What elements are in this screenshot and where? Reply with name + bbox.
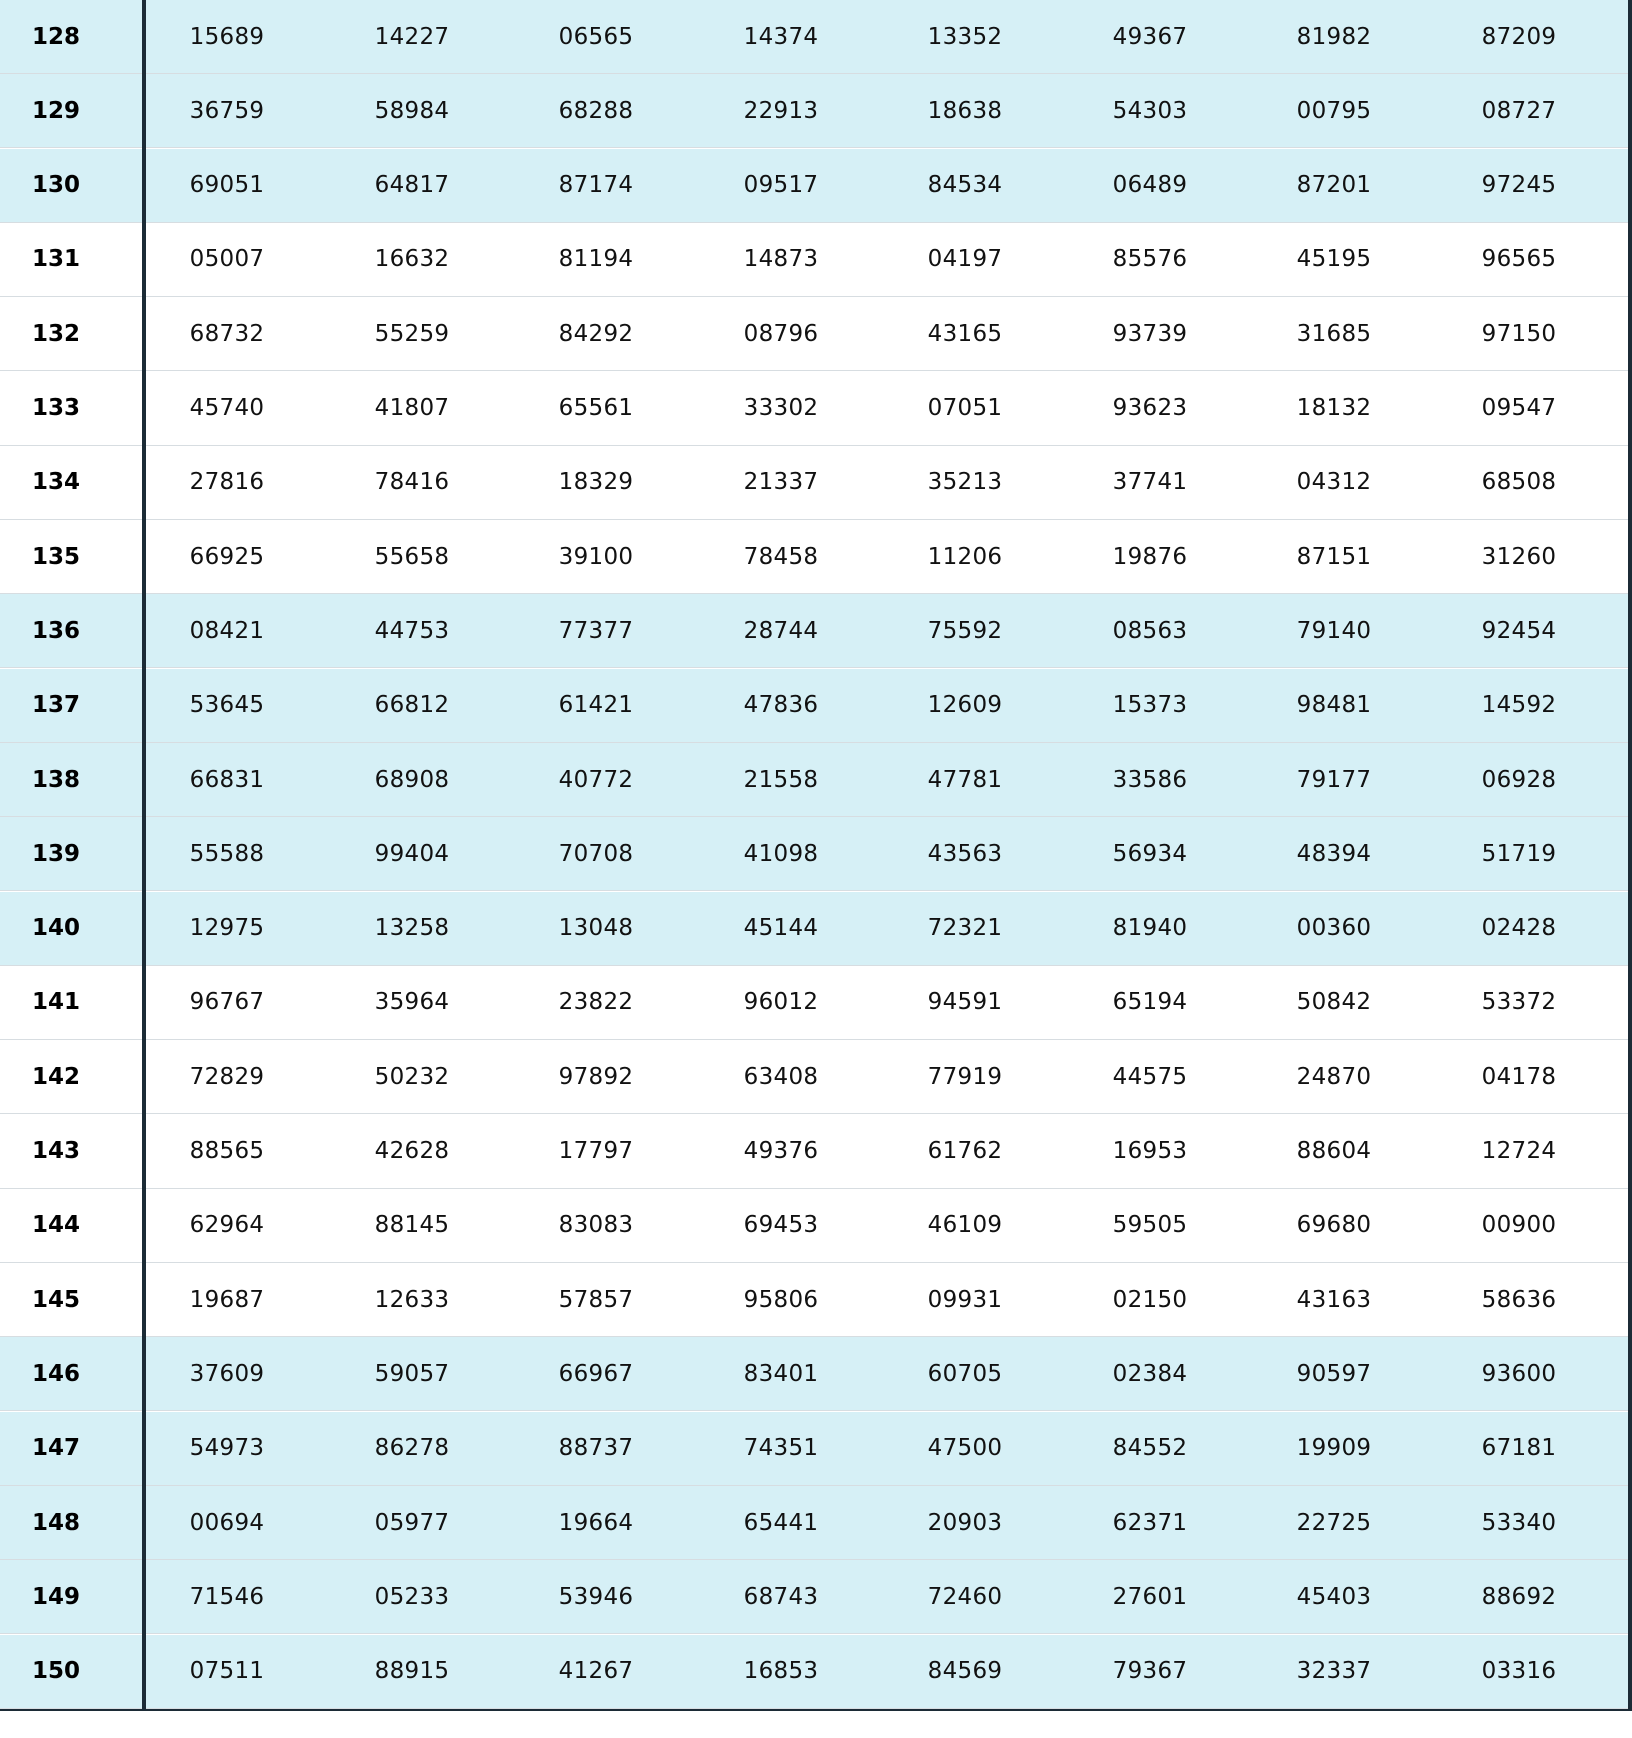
row-cells [142, 1486, 1628, 1559]
table-cell: 43163 [1296, 1286, 1372, 1313]
row-number: 134 [31, 469, 80, 496]
table-cell: 13048 [558, 915, 634, 942]
table-cell: 87209 [1481, 23, 1557, 50]
table-row [0, 372, 1628, 446]
row-cells [142, 1189, 1628, 1262]
table-cell: 02150 [1112, 1286, 1188, 1313]
table-cell: 87201 [1296, 172, 1372, 199]
table-cell: 88145 [374, 1212, 450, 1239]
table-cell: 48394 [1296, 840, 1372, 867]
table-cell: 55588 [189, 840, 265, 867]
table-row [0, 446, 1628, 520]
row-cells [142, 1040, 1628, 1113]
table-cell: 00694 [189, 1509, 265, 1536]
table-cell: 44575 [1112, 1063, 1188, 1090]
table-cell: 37741 [1112, 469, 1188, 496]
table-cell: 09517 [743, 172, 819, 199]
table-cell: 24870 [1296, 1063, 1372, 1090]
table-row [0, 594, 1628, 668]
row-number: 132 [31, 320, 80, 347]
table-cell: 83401 [743, 1360, 819, 1387]
table-cell: 09547 [1481, 395, 1557, 421]
table-cell: 03316 [1481, 1658, 1557, 1685]
row-cells [142, 1560, 1628, 1633]
row-cells [142, 372, 1628, 445]
table-cell: 97150 [1481, 320, 1557, 347]
row-cells [142, 743, 1628, 816]
table-cell: 53946 [558, 1583, 634, 1610]
table-row [0, 1560, 1628, 1634]
table-cell: 66925 [189, 543, 265, 570]
table-cell: 97892 [558, 1063, 634, 1090]
table-cell: 45195 [1296, 246, 1372, 273]
table-cell: 53340 [1481, 1509, 1557, 1536]
table-cell: 06928 [1481, 766, 1557, 793]
table-cell: 08727 [1481, 97, 1557, 124]
table-cell: 41807 [374, 395, 450, 421]
table-cell: 84569 [927, 1658, 1003, 1685]
table-cell: 81982 [1296, 23, 1372, 50]
table-cell: 02384 [1112, 1360, 1188, 1387]
row-number: 147 [31, 1435, 80, 1462]
table-cell: 14592 [1481, 692, 1557, 719]
table-row [0, 0, 1628, 74]
table-cell: 53645 [189, 692, 265, 719]
table-cell: 62964 [189, 1212, 265, 1239]
table-cell: 33302 [743, 395, 819, 421]
row-cells [142, 149, 1628, 222]
table-cell: 77919 [927, 1063, 1003, 1090]
table-cell: 63408 [743, 1063, 819, 1090]
row-number: 135 [31, 543, 80, 570]
table-cell: 43165 [927, 320, 1003, 347]
table-cell: 74351 [743, 1435, 819, 1462]
row-number: 142 [31, 1063, 80, 1090]
table-cell: 18329 [558, 469, 634, 496]
table-cell: 08563 [1112, 617, 1188, 644]
table-cell: 87174 [558, 172, 634, 199]
table-cell: 78458 [743, 543, 819, 570]
table-cell: 04312 [1296, 469, 1372, 496]
table-cell: 84552 [1112, 1435, 1188, 1462]
table-cell: 50842 [1296, 989, 1372, 1016]
table-cell: 79177 [1296, 766, 1372, 793]
table-cell: 58636 [1481, 1286, 1557, 1313]
table-row [0, 966, 1628, 1040]
table-cell: 66831 [189, 766, 265, 793]
table-cell: 72460 [927, 1583, 1003, 1610]
table-cell: 67181 [1481, 1435, 1557, 1462]
table-cell: 41098 [743, 840, 819, 867]
table-cell: 96767 [189, 989, 265, 1016]
row-number-divider [142, 0, 146, 1711]
table-cell: 61421 [558, 692, 634, 719]
table-cell: 50232 [374, 1063, 450, 1090]
row-number: 146 [31, 1360, 80, 1387]
table-cell: 53372 [1481, 989, 1557, 1016]
table-cell: 04178 [1481, 1063, 1557, 1090]
table-cell: 16953 [1112, 1138, 1188, 1164]
table-cell: 71546 [189, 1583, 265, 1610]
table-cell: 81940 [1112, 915, 1188, 942]
row-number: 133 [31, 395, 80, 421]
table-cell: 31260 [1481, 543, 1557, 570]
table-cell: 86278 [374, 1435, 450, 1462]
table-row [0, 297, 1628, 371]
row-cells [142, 0, 1628, 73]
table-cell: 99404 [374, 840, 450, 867]
table-cell: 11206 [927, 543, 1003, 570]
table-cell: 19876 [1112, 543, 1188, 570]
row-number: 148 [31, 1509, 80, 1536]
table-cell: 47500 [927, 1435, 1003, 1462]
table-cell: 12633 [374, 1286, 450, 1313]
table-cell: 61762 [927, 1138, 1003, 1164]
table-cell: 13258 [374, 915, 450, 942]
table-cell: 79140 [1296, 617, 1372, 644]
table-cell: 84292 [558, 320, 634, 347]
table-cell: 12975 [189, 915, 265, 942]
table-cell: 12724 [1481, 1138, 1557, 1164]
row-number: 139 [31, 840, 80, 867]
table-cell: 45740 [189, 395, 265, 421]
table-cell: 37609 [189, 1360, 265, 1387]
table-cell: 45403 [1296, 1583, 1372, 1610]
table-cell: 42628 [374, 1138, 450, 1164]
row-cells [142, 892, 1628, 965]
table-cell: 96012 [743, 989, 819, 1016]
row-cells [142, 1337, 1628, 1410]
row-number: 136 [31, 617, 80, 644]
table-cell: 13352 [927, 23, 1003, 50]
table-cell: 88604 [1296, 1138, 1372, 1164]
row-number: 144 [31, 1212, 80, 1239]
table-cell: 19664 [558, 1509, 634, 1536]
table-cell: 51719 [1481, 840, 1557, 867]
table-cell: 28744 [743, 617, 819, 644]
table-cell: 59505 [1112, 1212, 1188, 1239]
table-cell: 27816 [189, 469, 265, 496]
table-row [0, 817, 1628, 891]
table-cell: 93739 [1112, 320, 1188, 347]
row-cells [142, 594, 1628, 667]
table-cell: 78416 [374, 469, 450, 496]
row-number: 128 [31, 23, 80, 50]
table-cell: 04197 [927, 246, 1003, 273]
table-cell: 19909 [1296, 1435, 1372, 1462]
table-cell: 05977 [374, 1509, 450, 1536]
table-cell: 31685 [1296, 320, 1372, 347]
table-cell: 43563 [927, 840, 1003, 867]
row-cells [142, 1412, 1628, 1485]
table-cell: 84534 [927, 172, 1003, 199]
table-cell: 87151 [1296, 543, 1372, 570]
table-cell: 22725 [1296, 1509, 1372, 1536]
row-cells [142, 74, 1628, 147]
table-cell: 47781 [927, 766, 1003, 793]
table-row [0, 520, 1628, 594]
table-cell: 16632 [374, 246, 450, 273]
table-cell: 54303 [1112, 97, 1188, 124]
table-cell: 36759 [189, 97, 265, 124]
table-cell: 16853 [743, 1658, 819, 1685]
table-row [0, 1635, 1628, 1709]
table-row [0, 669, 1628, 743]
table-cell: 23822 [558, 989, 634, 1016]
table-cell: 93623 [1112, 395, 1188, 421]
table-cell: 21558 [743, 766, 819, 793]
table-cell: 06565 [558, 23, 634, 50]
table-cell: 41267 [558, 1658, 634, 1685]
table-row [0, 1115, 1628, 1189]
table-cell: 72321 [927, 915, 1003, 942]
row-number: 145 [31, 1286, 80, 1313]
table-cell: 95806 [743, 1286, 819, 1313]
table-cell: 88692 [1481, 1583, 1557, 1610]
table-cell: 21337 [743, 469, 819, 496]
table-cell: 39100 [558, 543, 634, 570]
table-cell: 49376 [743, 1138, 819, 1164]
table-cell: 06489 [1112, 172, 1188, 199]
table-cell: 68732 [189, 320, 265, 347]
row-number: 131 [31, 246, 80, 273]
table-cell: 70708 [558, 840, 634, 867]
table-cell: 15689 [189, 23, 265, 50]
row-number: 141 [31, 989, 80, 1016]
table-cell: 68743 [743, 1583, 819, 1610]
row-cells [142, 223, 1628, 296]
table-cell: 00900 [1481, 1212, 1557, 1239]
table-cell: 09931 [927, 1286, 1003, 1313]
row-number: 137 [31, 692, 80, 719]
table-cell: 66967 [558, 1360, 634, 1387]
row-number: 138 [31, 766, 80, 793]
row-number: 129 [31, 97, 80, 124]
table-cell: 94591 [927, 989, 1003, 1016]
table-cell: 45144 [743, 915, 819, 942]
table-row [0, 1412, 1628, 1486]
row-cells [142, 966, 1628, 1039]
table-cell: 92454 [1481, 617, 1557, 644]
table-cell: 35964 [374, 989, 450, 1016]
table-cell: 69051 [189, 172, 265, 199]
table-cell: 66812 [374, 692, 450, 719]
table-cell: 62371 [1112, 1509, 1188, 1536]
row-cells [142, 669, 1628, 742]
table-cell: 32337 [1296, 1658, 1372, 1685]
table-row [0, 1337, 1628, 1411]
table-cell: 46109 [927, 1212, 1003, 1239]
table-cell: 14873 [743, 246, 819, 273]
table-cell: 00360 [1296, 915, 1372, 942]
table-cell: 81194 [558, 246, 634, 273]
table-row [0, 1040, 1628, 1114]
table-cell: 35213 [927, 469, 1003, 496]
table-row [0, 1189, 1628, 1263]
table-cell: 64817 [374, 172, 450, 199]
table-row [0, 223, 1628, 297]
table-cell: 88915 [374, 1658, 450, 1685]
row-cells [142, 297, 1628, 370]
row-number: 150 [31, 1658, 80, 1685]
table-row [0, 74, 1628, 148]
table-cell: 14374 [743, 23, 819, 50]
table-cell: 08796 [743, 320, 819, 347]
table-cell: 59057 [374, 1360, 450, 1387]
table-cell: 05233 [374, 1583, 450, 1610]
table-row [0, 149, 1628, 223]
table-cell: 79367 [1112, 1658, 1188, 1685]
table-cell: 55658 [374, 543, 450, 570]
table-row [0, 1486, 1628, 1560]
table-cell: 83083 [558, 1212, 634, 1239]
table-cell: 22913 [743, 97, 819, 124]
table-cell: 90597 [1296, 1360, 1372, 1387]
table-cell: 69680 [1296, 1212, 1372, 1239]
table-cell: 65194 [1112, 989, 1188, 1016]
table-row [0, 1263, 1628, 1337]
table-cell: 68908 [374, 766, 450, 793]
table-cell: 65441 [743, 1509, 819, 1536]
table-cell: 40772 [558, 766, 634, 793]
table-cell: 68288 [558, 97, 634, 124]
table-cell: 88737 [558, 1435, 634, 1462]
table-cell: 02428 [1481, 915, 1557, 942]
row-number: 143 [31, 1138, 80, 1164]
table-cell: 58984 [374, 97, 450, 124]
table-cell: 88565 [189, 1138, 265, 1164]
table-cell: 69453 [743, 1212, 819, 1239]
row-number: 140 [31, 915, 80, 942]
table-cell: 18132 [1296, 395, 1372, 421]
table-cell: 07051 [927, 395, 1003, 421]
table-cell: 07511 [189, 1658, 265, 1685]
table-cell: 60705 [927, 1360, 1003, 1387]
table-cell: 08421 [189, 617, 265, 644]
table-cell: 93600 [1481, 1360, 1557, 1387]
table-cell: 47836 [743, 692, 819, 719]
table-cell: 77377 [558, 617, 634, 644]
table-cell: 44753 [374, 617, 450, 644]
row-cells [142, 1635, 1628, 1708]
table-cell: 33586 [1112, 766, 1188, 793]
row-cells [142, 1263, 1628, 1336]
table-row [0, 892, 1628, 966]
row-cells [142, 817, 1628, 890]
table-cell: 54973 [189, 1435, 265, 1462]
table-cell: 55259 [374, 320, 450, 347]
table-row [0, 743, 1628, 817]
row-cells [142, 520, 1628, 593]
table-cell: 75592 [927, 617, 1003, 644]
table-cell: 15373 [1112, 692, 1188, 719]
table-cell: 98481 [1296, 692, 1372, 719]
row-cells [142, 1115, 1628, 1188]
table-cell: 00795 [1296, 97, 1372, 124]
table-cell: 05007 [189, 246, 265, 273]
table-cell: 20903 [927, 1509, 1003, 1536]
table-cell: 96565 [1481, 246, 1557, 273]
table-cell: 57857 [558, 1286, 634, 1313]
table-cell: 14227 [374, 23, 450, 50]
table-cell: 19687 [189, 1286, 265, 1313]
table-cell: 18638 [927, 97, 1003, 124]
table-cell: 49367 [1112, 23, 1188, 50]
table-cell: 56934 [1112, 840, 1188, 867]
table-cell: 85576 [1112, 246, 1188, 273]
table-cell: 17797 [558, 1138, 634, 1164]
row-number: 149 [31, 1583, 80, 1610]
row-number: 130 [31, 172, 80, 199]
table-cell: 68508 [1481, 469, 1557, 496]
table-cell: 27601 [1112, 1583, 1188, 1610]
table-cell: 72829 [189, 1063, 265, 1090]
row-cells [142, 446, 1628, 519]
table-cell: 65561 [558, 395, 634, 421]
table-cell: 97245 [1481, 172, 1557, 199]
table-cell: 12609 [927, 692, 1003, 719]
